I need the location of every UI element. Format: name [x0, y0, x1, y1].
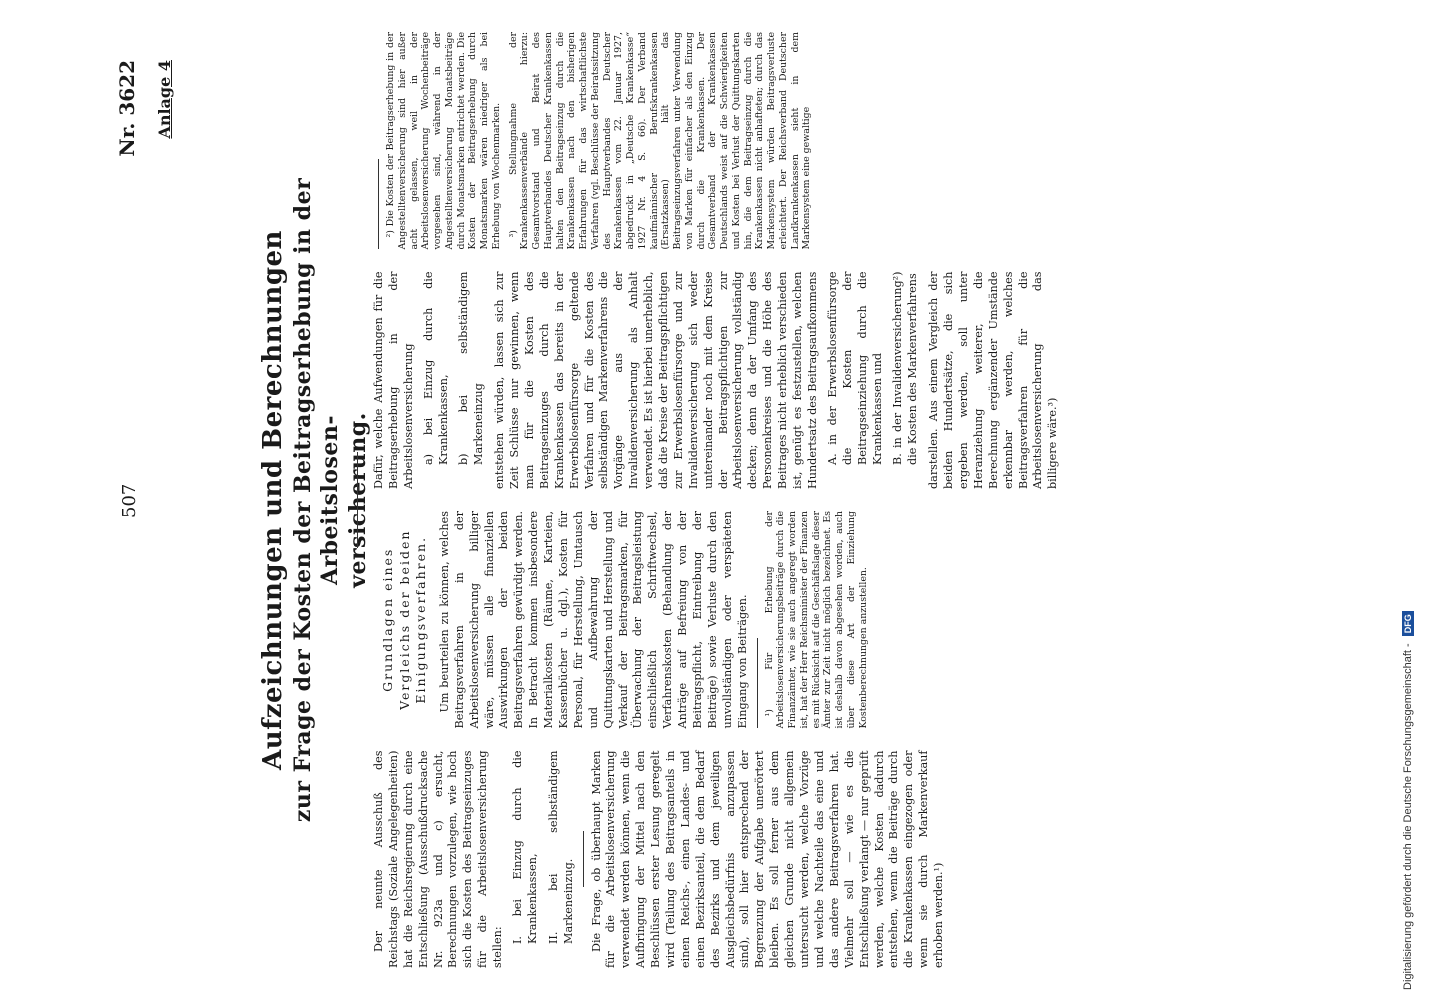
digitization-credit: [1402, 10, 1414, 990]
digitization-text: Digitalisierung gefördert durch die Deutsche Forschungsgemeinschaft -: [1402, 643, 1414, 990]
list-item: B. in der Invalidenversicherung²) die Kosten des Markenverfahrens: [891, 271, 920, 465]
document-number: Nr. 3622: [115, 60, 139, 157]
paragraph: darstellen. Aus einem Vergleich der beiden Hundertsätze, die sich ergeben werden, soll unter Heranziehung weiterer, die Berechnung ergänzender Umstände erkennbar werden, welches Beitragsverfahren für die Arbeitslosenversicherung das billigere wäre.³): [927, 271, 1060, 489]
column-4-footnotes: [372, 32, 1066, 250]
rotated-page-content: [67, 12, 1367, 988]
document-page: [67, 12, 1367, 988]
title-line-1: Aufzeichnungen und Berechnungen: [258, 230, 288, 770]
anlage-label: Anlage 4: [155, 60, 174, 139]
footnote-divider: [757, 639, 758, 729]
paragraph: Der neunte Ausschuß des Reichstags (Soziale Angelegenheiten) hat die Reichsregierung durch eine Entschließung (Ausschußdrucksache Nr. 923a und c) ersucht, Berechnungen vorzulegen, wie hoch sich die Kosten des Beitragseinzuges für die Arbeitslosenversicherung stellen:: [372, 750, 505, 968]
document-title: [257, 92, 372, 908]
dfg-logo: DFG: [1402, 611, 1414, 636]
paragraph: Um beurteilen zu können, welches Beitragsverfahren in der Arbeitslosenversicherung billiger wäre, müssen alle finanziellen Auswirkungen der beiden Beitragsverfahren gewürdigt werden. In Betracht kommen insbesondere Materialkosten (Räume, Karteien, Kassenbücher u. dgl.), Kosten für Personal, für Herstellung, Umtausch und Aufbewahrung der Quittungskarten und Herstellung und Verkauf der Beitragsmarken, für Überwachung der Beitragsleistung einschließlich Schriftwechsel, Verfahrenskosten (Behandlung der Anträge auf Befreiung von der Beitragspflicht, Eintreibung der Beiträge) sowie Verluste durch den unvollständigen oder verspäteten Eingang von Beiträgen.: [437, 511, 749, 729]
list-item: b) bei selbständigem Markeneinzug: [457, 271, 486, 465]
footnote-2: ²) Die Kosten der Beitragserhebung in der Angestelltenversicherung sind hier außer acht gelassen, weil in der Arbeitslosenversicherung Wochenbeiträge vorgesehen sind, während in der Angestelltenversicherung Monatsbeiträge durch Monatsmarken entrichtet werden. Die Kosten der Beitragserhebung durch Monatsmarken wären niedriger als bei Erhebung von Wochenmarken.: [385, 32, 502, 250]
footnote-1: ¹) Für Erhebung der Arbeitslosenversicherungsbeiträge durch die Finanzämter, wie sie auch angeregt worden ist, hat der Herr Reichsminister der Finanzen es mit Rücksicht auf die Geschäftslage dieser Ämter zur Zeit nicht möglich bezeichnet. Es ist deshalb davon abgesehen worden, auch über diese Art der Einziehung Kostenberechnungen anzustellen.: [763, 510, 869, 729]
footnote-block: [764, 511, 870, 729]
paragraph: entstehen würden, lassen sich zur Zeit Schlüsse nur gewinnen, wenn man für die Kosten des Beitragseinzuges durch die Krankenkassen das bereits in der Erwerbslosenfürsorge geltende Verfahren und für die Kosten des selbständigen Markenverfahrens die Vorgänge aus der Invalidenversicherung als Anhalt verwendet. Es ist hierbei unerheblich, daß die Kreise der Beitragspflichtigen zur Erwerbslosenfürsorge und zur Invalidenversicherung sich weder untereinander noch mit dem Kreise der Beitragspflichtigen zur Arbeitslosenversicherung vollständig decken; denn da der Umfang des Personenkreises und die Höhe des Beitrages nicht erheblich verschieden ist, genügt es festzustellen, welchen Hundertsatz des Beitragsaufkommens: [493, 271, 819, 489]
digitization-sidebar: [1402, 0, 1430, 1000]
title-line-2: zur Frage der Kosten der Beitragserhebung in der Arbeitslosen-: [289, 177, 343, 823]
title-rule: [357, 452, 358, 548]
list-item: II. bei selbständigem Markeneinzug.: [546, 750, 575, 944]
list-item: a) bei Einzug durch die Krankenkassen,: [421, 271, 450, 465]
paragraph: Die Frage, ob überhaupt Marken für die Arbeitslosenversicherung verwendet werden können, wenn die Aufbringung der Mittel nach den Beschlüssen erster Lesung geregelt wird (Teilung des Beitragsanteils in einen Reichs-, einen Landes- und einen Bezirksanteil, die dem Bedarf des Bezirks und dem jeweiligen Ausgleichsbedürfnis anzupassen sind), soll hier entsprechend der Begrenzung der Aufgabe unerörtert bleiben. Es soll ferner aus dem gleichen Grunde nicht allgemein untersucht werden, welche Vorzüge und welche Nachteile das eine und das andere Beitragsverfahren hat. Vielmehr soll — wie es die Entschließung verlangt — nur geprüft werden, welche Kosten dadurch entstehen, wenn die Beiträge durch die Krankenkassen eingezogen oder wenn sie durch Markenverkauf erhoben werden.¹): [589, 750, 946, 968]
list-item: A. in der Erwerbslosenfürsorge die Kosten der Beitragseinziehung durch die Krankenkassen und: [825, 271, 884, 465]
text-columns: [372, 32, 1066, 968]
column-1: [372, 751, 1066, 969]
title-line-3: versicherung.: [344, 412, 371, 588]
footnote-3: ³) Stellungnahme der Krankenkassenverbände hierzu: Gesamtvorstand und Beirat des Hauptverbandes Deutscher Krankenkassen halten den Beitragseinzug durch die Krankenkassen nach den bisherigen Erfahrungen für das wirtschaftlichste Verfahren (vgl. Beschlüsse der Beiratssitzung des Hauptverbandes Deutscher Krankenkassen vom 22. Januar 1927, abgedruckt in „Deutsche Krankenkasse“ 1927 Nr. 4 S. 66). Der Verband kaufmännischer Berufskrankenkassen (Ersatzkassen) hält das Beitragseinzugsverfahren unter Verwendung von Marken für einfacher als den Einzug durch die Krankenkassen. Der Gesamtverband der Krankenkassen Deutschlands weist auf die Schwierigkeiten und Kosten bei Verlust der Quittungskarten hin, die dem Beitragseinzug durch die Krankenkassen nicht anhafteten; durch das Markensystem würden Beitragsverluste erleichtert. Der Reichsverband Deutscher Landkrankenkassen sieht in dem Markensystem eine gewaltige: [507, 32, 813, 250]
list-item: I. bei Einzug durch die Krankenkassen,: [511, 750, 539, 944]
section-heading: Grundlagen eines Vergleichs der beiden Einigungsverfahren.: [380, 529, 429, 710]
paragraph: Dafür, welche Aufwendungen für die Beitragserhebung in der Arbeitslosenversicherung: [372, 271, 415, 489]
column-3: [372, 272, 1066, 490]
footnote-divider: [378, 160, 379, 250]
divider: [583, 831, 584, 887]
page-number: 507: [119, 483, 140, 518]
column-2: [372, 511, 1066, 729]
